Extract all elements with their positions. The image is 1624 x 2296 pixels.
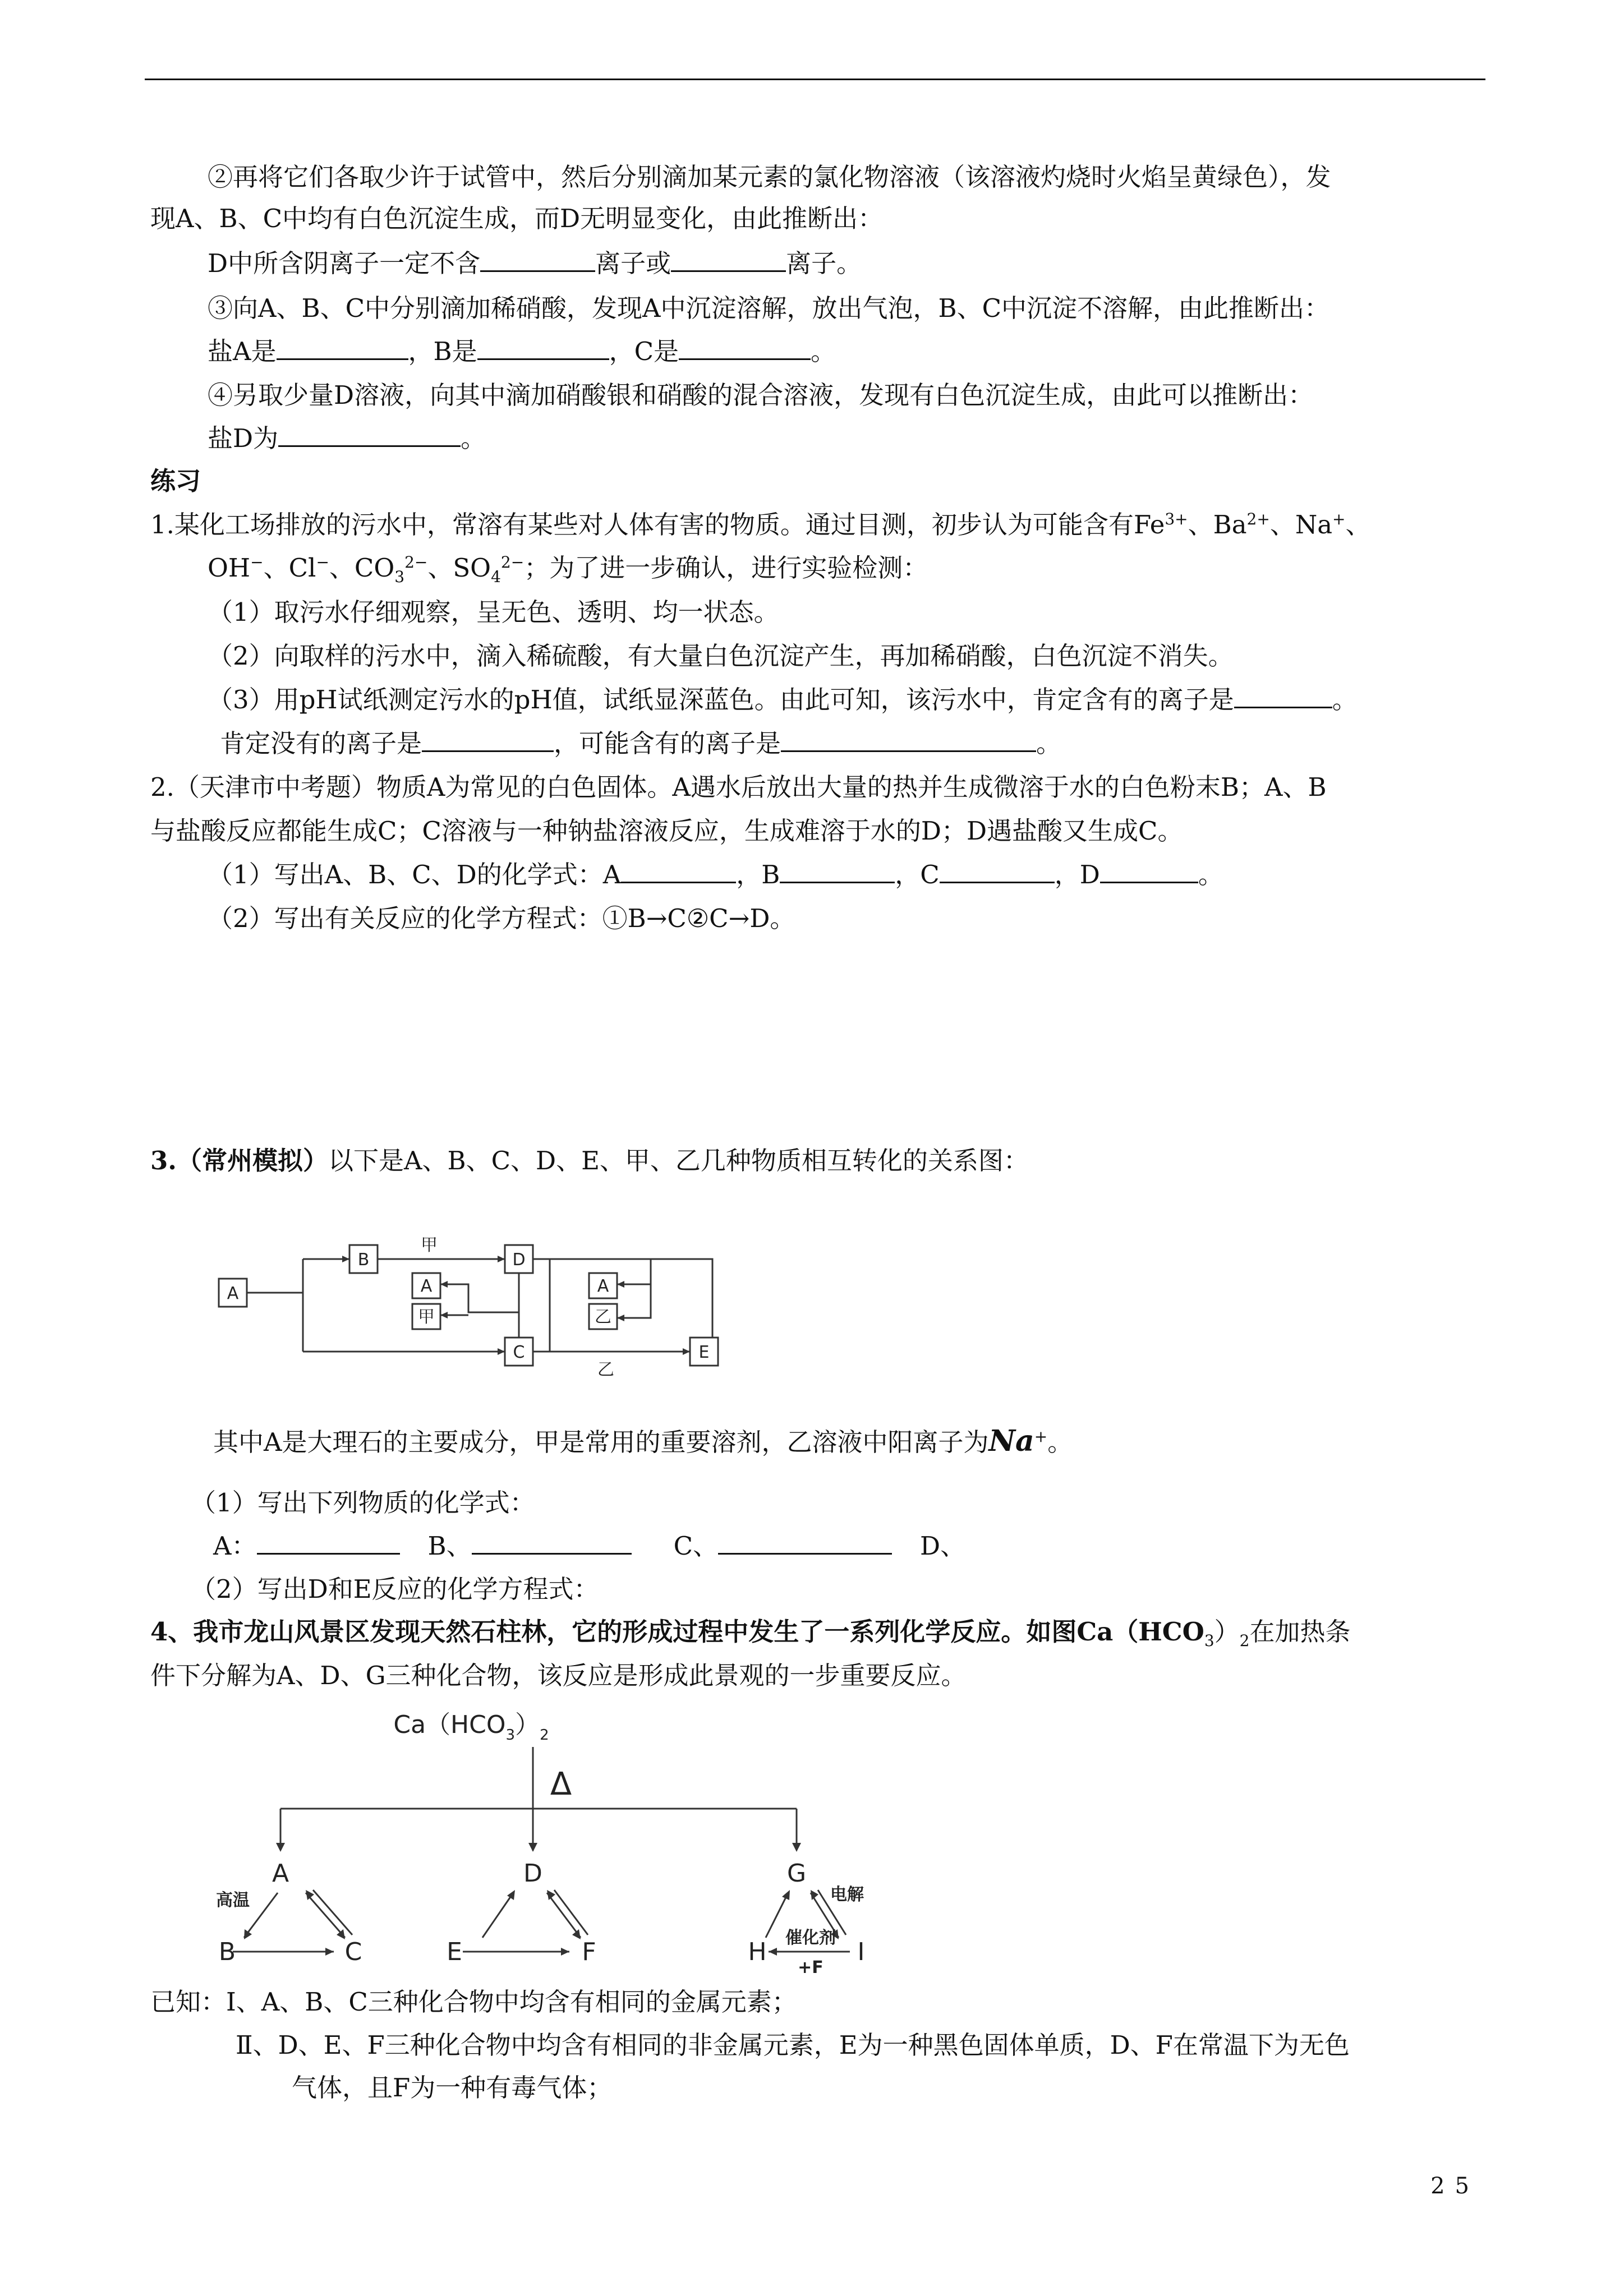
q3-line: （1）写出下列物质的化学式： <box>191 1488 535 1518</box>
answer-blank <box>621 859 736 883</box>
diagram-node-yi-inner: 乙 <box>595 1307 611 1327</box>
q1-line: （2）向取样的污水中，滴入稀硫酸，有大量白色沉淀产生，再加稀硝酸，白色沉淀不消失。 <box>208 641 1234 671</box>
answer-blank <box>940 859 1055 883</box>
header-rule <box>145 79 1485 80</box>
answer-blank <box>1100 859 1198 883</box>
diagram-node-jia-inner: 甲 <box>418 1307 435 1327</box>
label-dianjie: 电解 <box>830 1885 864 1905</box>
text-line: ②再将它们各取少许于试管中，然后分别滴加某元素的氯化物溶液（该溶液灼烧时火焰呈黄绿色），发 <box>208 162 1331 192</box>
text-line: 盐A是 ，B是 ，C是 。 <box>208 336 836 366</box>
label-plus-f: +F <box>798 1958 823 1974</box>
node-i: I <box>857 1938 865 1966</box>
node-e: E <box>447 1938 462 1966</box>
q2-line: 与盐酸反应都能生成C；C溶液与一种钠盐溶液反应，生成难溶于水的D；D遇盐酸又生成C。 <box>150 816 1183 846</box>
q4-known-1: 已知：Ⅰ、A、B、C三种化合物中均含有相同的金属元素； <box>150 1987 797 2017</box>
node-b: B <box>218 1938 236 1966</box>
diagram-node-a: A <box>227 1284 239 1303</box>
answer-blank <box>1234 684 1332 708</box>
q3-line: A： B、 C、 D、 <box>213 1531 966 1561</box>
node-d: D <box>523 1859 542 1888</box>
node-h: H <box>748 1938 767 1966</box>
diagram-top-formula: $Ca(HCO_3)_2$ <box>393 1711 549 1744</box>
diagram-label-yi: 乙 <box>597 1360 614 1380</box>
q1-line: OH−、Cl−、$CO_3^{2-}$、$SO_4^{2-}$；为了进一步确认，进行实验检测： <box>208 553 928 586</box>
label-cuihuaji: 催化剂 <box>785 1928 836 1948</box>
diagram-node-b: B <box>357 1250 370 1270</box>
diagram-node-d: D <box>512 1250 526 1270</box>
text-line: 盐D为 。 <box>208 423 486 453</box>
answer-blank <box>480 248 595 272</box>
answer-blank <box>780 859 895 883</box>
text-line: ④另取少量D溶液，向其中滴加硝酸银和硝酸的混合溶液，发现有白色沉淀生成，由此可以推断出： <box>208 380 1314 410</box>
q3-title: 3.（常州模拟）以下是A、B、C、D、E、甲、乙几种物质相互转化的关系图： <box>150 1146 1029 1175</box>
answer-blank <box>257 1530 400 1555</box>
q1-line: （1）取污水仔细观察，呈无色、透明、均一状态。 <box>208 597 779 627</box>
q4-line: 4、我市龙山风景区发现天然石柱林，它的形成过程中发生了一系列化学反应。如图$Ca(HCO_3)_2$在加热条 <box>150 1617 1351 1650</box>
answer-blank <box>718 1530 892 1555</box>
answer-blank <box>671 248 786 272</box>
text-line: 现A、B、C中均有白色沉淀生成，而D无明显变化，由此推断出： <box>150 204 884 233</box>
node-a: A <box>272 1859 289 1888</box>
q4-known-2: Ⅱ、D、E、F三种化合物中均含有相同的非金属元素，E为一种黑色固体单质，D、F在常温下为无色 <box>236 2030 1350 2060</box>
q4-line: 件下分解为A、D、G三种化合物，该反应是形成此景观的一步重要反应。 <box>150 1661 967 1690</box>
node-f: F <box>582 1938 596 1966</box>
q2-line: （1）写出A、B、C、D的化学式：A ，B ，C ，D 。 <box>208 860 1223 889</box>
q1-line: 1.某化工场排放的污水中，常溶有某些对人体有害的物质。通过目测，初步认为可能含有$Fe^{3+}$、$Ba^{2+}$、Na+、 <box>150 510 1371 540</box>
diagram-node-e: E <box>698 1343 710 1362</box>
answer-blank <box>477 336 609 360</box>
q3-line: （2）写出D和E反应的化学方程式： <box>191 1574 599 1604</box>
diagram-node-a-inner: A <box>420 1276 433 1296</box>
diagram-node-c: C <box>513 1343 525 1362</box>
text-line: D中所含阴离子一定不含 离子或 离子。 <box>208 248 862 278</box>
diagram-node-a-inner: A <box>597 1276 609 1296</box>
node-g: G <box>786 1859 807 1888</box>
q2-line: （2）写出有关反应的化学方程式：①B→C②C→D。 <box>208 903 795 933</box>
answer-blank <box>781 728 1036 752</box>
answer-blank <box>278 423 461 447</box>
section-heading: 练习 <box>150 466 201 496</box>
answer-blank <box>277 336 408 360</box>
q1-line: （3）用pH试纸测定污水的pH值，试纸显深蓝色。由此可知，该污水中，肯定含有的离子是 。 <box>208 685 1358 714</box>
diagram-label-jia: 甲 <box>421 1235 438 1255</box>
text-line: ③向A、B、C中分别滴加稀硝酸，发现A中沉淀溶解，放出气泡，B、C中沉淀不溶解，由此推断出： <box>208 293 1329 323</box>
answer-blank <box>679 336 811 360</box>
page-number: 25 <box>1430 2173 1479 2199</box>
node-c: C <box>344 1938 362 1966</box>
q4-decomposition-diagram <box>208 1705 937 1974</box>
q2-line: 2.（天津市中考题）物质A为常见的白色固体。A遇水后放出大量的热并生成微溶于水的白色粉末B；A、B <box>150 772 1327 802</box>
q3-description: 其中A是大理石的主要成分，甲是常用的重要溶剂，乙溶液中阳离子为Na+。 <box>213 1424 1073 1458</box>
answer-blank <box>422 728 554 752</box>
q1-line: 肯定没有的离子是 ，可能含有的离子是 。 <box>220 729 1062 758</box>
answer-blank <box>472 1530 632 1555</box>
label-gaowen: 高温 <box>216 1891 250 1910</box>
q3-relation-diagram <box>213 1195 735 1385</box>
q4-known-3: 气体，且F为一种有毒气体； <box>292 2073 613 2103</box>
heat-symbol: Δ <box>550 1766 572 1802</box>
